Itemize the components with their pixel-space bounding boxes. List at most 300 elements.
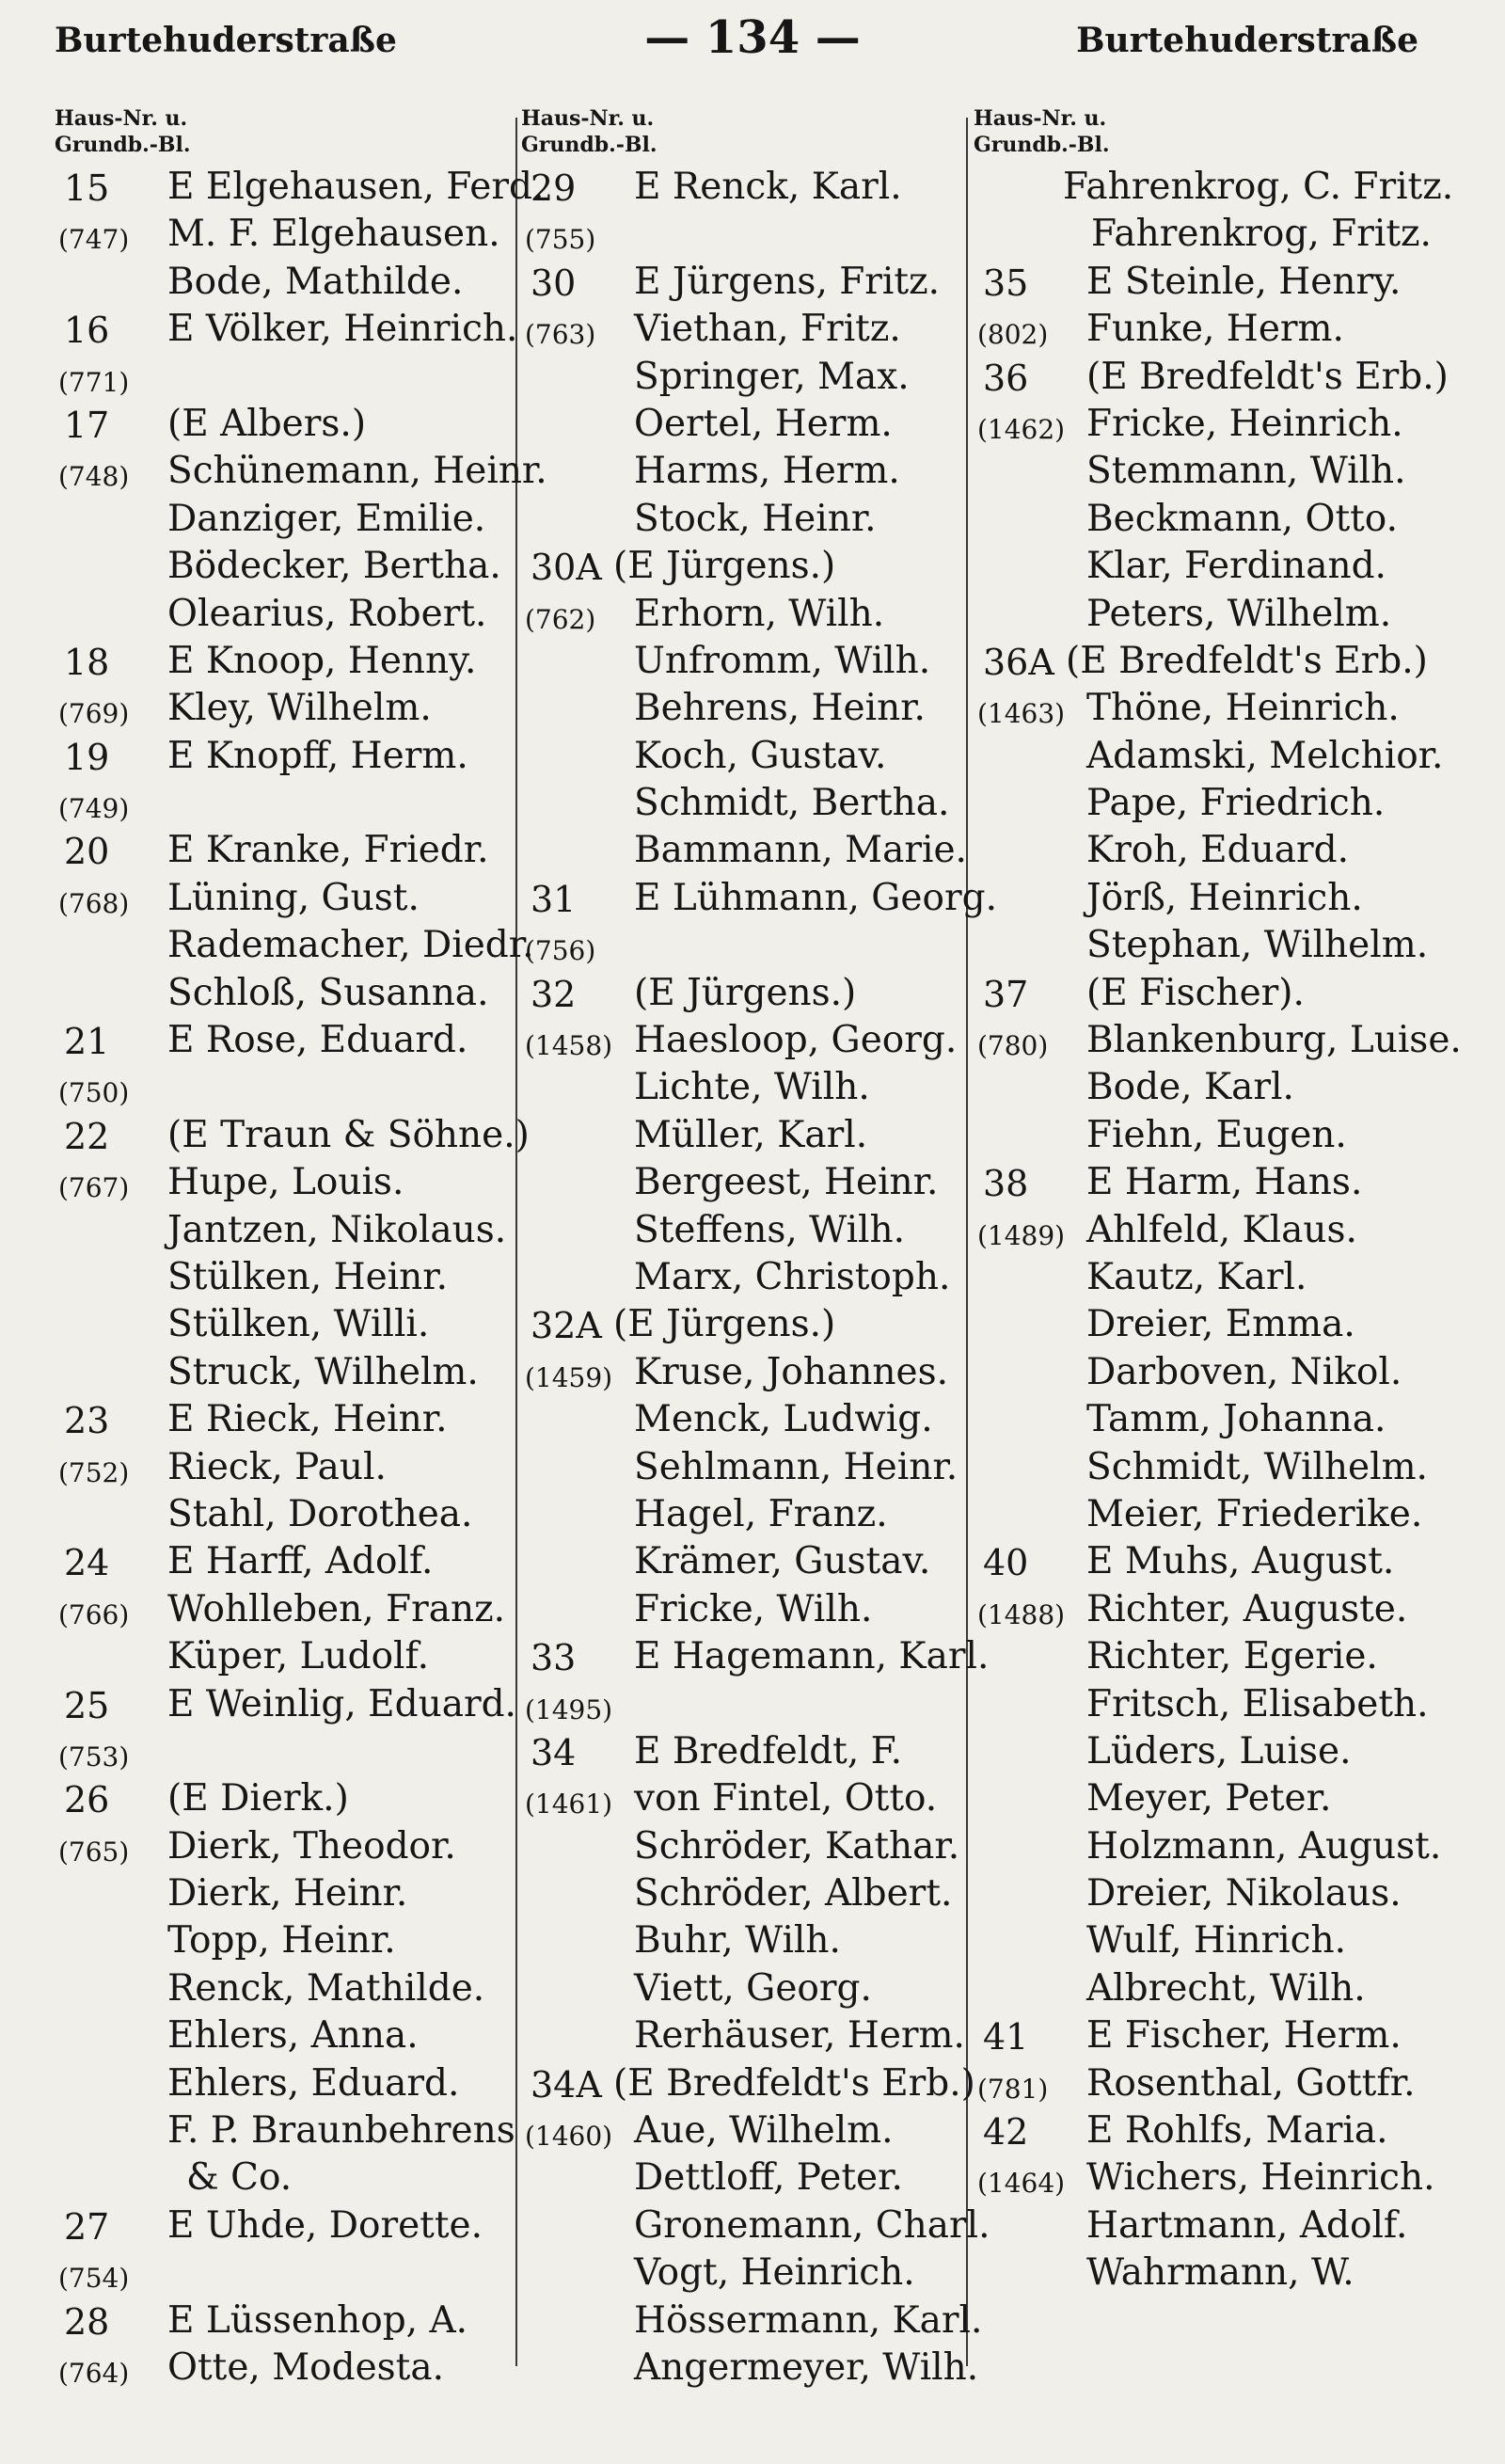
house-number: 31 <box>531 878 577 920</box>
resident-name: Schmidt, Bertha. <box>634 782 950 825</box>
directory-entry <box>521 2343 987 2390</box>
resident-name: Lüning, Gust. <box>167 876 420 919</box>
directory-entry <box>55 2343 520 2390</box>
land-register-number: (767) <box>58 1172 130 1204</box>
directory-entry <box>55 1679 520 1726</box>
resident-name: (E Jürgens.) <box>613 545 836 588</box>
resident-name: Struck, Wilhelm. <box>167 1350 479 1393</box>
directory-entry <box>55 162 545 209</box>
directory-entry <box>974 1536 1439 1583</box>
column-1 <box>55 105 547 2390</box>
directory-entry <box>974 1015 1462 1062</box>
directory-entry <box>55 304 520 351</box>
resident-name: Fiehn, Eugen. <box>1086 1113 1347 1156</box>
directory-entry <box>974 1489 1439 1536</box>
resident-name: Holzmann, August. <box>1086 1824 1442 1868</box>
land-register-number: (1463) <box>977 698 1066 730</box>
directory-entry <box>974 636 1439 683</box>
directory-entry <box>974 873 1439 920</box>
resident-name: E Uhde, Dorette. <box>167 2203 483 2247</box>
directory-entry <box>974 1584 1439 1631</box>
directory-entry <box>55 778 520 825</box>
directory-entry <box>974 2201 1439 2248</box>
directory-entry <box>521 2059 987 2106</box>
resident-name: Renck, Mathilde. <box>167 1966 485 2010</box>
resident-name: Küper, Ludolf. <box>167 1635 429 1678</box>
directory-entry <box>974 162 1454 209</box>
resident-name: Wohlleben, Franz. <box>167 1587 506 1630</box>
resident-name: Fahrenkrog, C. Fritz. <box>1063 166 1454 208</box>
resident-name: Schröder, Kathar. <box>634 1824 960 1868</box>
directory-entry <box>55 968 520 1015</box>
directory-entry <box>55 1299 520 1346</box>
directory-entry <box>521 1394 987 1441</box>
directory-entry <box>974 1062 1439 1109</box>
directory-entry <box>521 399 987 446</box>
resident-name: Jantzen, Nikolaus. <box>167 1208 507 1251</box>
resident-name: Marx, Christoph. <box>634 1255 951 1298</box>
resident-name: Fahrenkrog, Fritz. <box>1091 213 1432 256</box>
house-number: 27 <box>64 2205 110 2248</box>
resident-name: Schloß, Susanna. <box>167 971 489 1014</box>
land-register-number: (749) <box>58 793 130 825</box>
directory-entry <box>974 968 1439 1015</box>
land-register-number: (765) <box>58 1836 130 1868</box>
resident-name: Bammann, Marie. <box>634 829 967 872</box>
directory-entry <box>521 825 987 872</box>
resident-name: Hagel, Franz. <box>634 1492 888 1535</box>
resident-name: Bergeest, Heinr. <box>634 1161 939 1204</box>
land-register-number: (1464) <box>977 2168 1066 2200</box>
directory-entry <box>974 683 1439 730</box>
resident-name: Gronemann, Charl. <box>634 2203 990 2247</box>
resident-name: Tamm, Johanna. <box>1086 1398 1386 1441</box>
directory-entry <box>521 920 987 967</box>
resident-name: Richter, Egerie. <box>1086 1635 1378 1678</box>
directory-entry <box>521 731 987 778</box>
land-register-number: (750) <box>58 1077 130 1109</box>
resident-name: Erhorn, Wilh. <box>634 592 885 635</box>
directory-entry <box>521 209 987 256</box>
resident-name: Hartmann, Adolf. <box>1086 2203 1408 2247</box>
column-2 <box>521 105 997 2390</box>
running-head-left: Burtehuderstraße <box>55 21 397 60</box>
house-number: 21 <box>64 1021 110 1063</box>
column-heading <box>521 105 987 162</box>
resident-name: Bode, Mathilde. <box>167 260 464 303</box>
directory-entry <box>974 1205 1439 1252</box>
resident-name: Funke, Herm. <box>1086 308 1344 351</box>
resident-name: Otte, Modesta. <box>167 2345 444 2389</box>
house-number: 29 <box>531 167 577 209</box>
resident-name: E Weinlig, Eduard. <box>167 1682 516 1725</box>
directory-entry <box>55 352 520 399</box>
house-number: 42 <box>983 2111 1029 2154</box>
directory-entry <box>55 209 520 256</box>
land-register-number: (780) <box>977 1030 1049 1062</box>
directory-entry <box>521 1205 987 1252</box>
directory-entry <box>55 2106 520 2153</box>
resident-name: Bode, Karl. <box>1086 1066 1294 1109</box>
resident-name: E Lühmann, Georg. <box>634 876 997 919</box>
resident-name: Lüders, Luise. <box>1086 1729 1352 1772</box>
resident-name: E Jürgens, Fritz. <box>634 260 941 303</box>
resident-name: Stülken, Willi. <box>167 1303 430 1346</box>
house-number: 32 <box>531 973 577 1015</box>
directory-entry <box>974 825 1439 872</box>
land-register-number: (756) <box>525 935 596 967</box>
directory-entry <box>55 1015 520 1062</box>
land-register-number: (1459) <box>525 1361 613 1393</box>
house-number: 34A <box>531 2063 602 2106</box>
directory-entry <box>55 1157 520 1204</box>
resident-name: Dreier, Nikolaus. <box>1086 1872 1402 1916</box>
page-number: — 134 — <box>644 11 861 64</box>
resident-name: (E Dierk.) <box>167 1777 349 1820</box>
directory-entry <box>974 1631 1439 1678</box>
house-number: 38 <box>983 1163 1029 1205</box>
land-register-number: (763) <box>525 319 596 351</box>
resident-name: Bödecker, Bertha. <box>167 545 501 588</box>
resident-name: Rademacher, Diedr. <box>167 924 534 967</box>
land-register-number: (802) <box>977 319 1049 351</box>
resident-name: E Hagemann, Karl. <box>634 1635 990 1678</box>
resident-name: Ehlers, Anna. <box>167 2014 419 2058</box>
resident-name: von Fintel, Otto. <box>634 1777 938 1820</box>
directory-entry <box>974 1252 1439 1299</box>
resident-name: Kruse, Johannes. <box>634 1350 948 1393</box>
resident-name: Viett, Georg. <box>634 1966 872 2010</box>
directory-entry <box>55 1442 520 1489</box>
house-number: 26 <box>64 1779 110 1821</box>
house-number: 24 <box>64 1542 110 1584</box>
directory-entry <box>521 2248 987 2295</box>
directory-entry <box>974 1347 1439 1394</box>
directory-entry <box>521 1868 987 1916</box>
resident-name: Hössermann, Karl. <box>634 2298 983 2342</box>
resident-name: & Co. <box>186 2156 293 2200</box>
resident-name: Ahlfeld, Klaus. <box>1086 1208 1357 1251</box>
resident-name: (E Jürgens.) <box>634 971 857 1014</box>
house-number: 18 <box>64 641 110 683</box>
resident-name: E Rohlfs, Maria. <box>1086 2109 1388 2153</box>
land-register-number: (1458) <box>525 1030 613 1062</box>
directory-entry <box>974 399 1439 446</box>
directory-entry <box>974 589 1439 636</box>
land-register-number: (754) <box>58 2263 130 2295</box>
resident-name: (E Traun & Söhne.) <box>167 1113 530 1156</box>
land-register-number: (762) <box>525 603 596 635</box>
resident-name: E Knoop, Henny. <box>167 639 477 682</box>
resident-name: Harms, Herm. <box>634 450 900 493</box>
directory-entry <box>521 1631 990 1679</box>
resident-name: Behrens, Heinr. <box>634 687 926 730</box>
directory-entry <box>974 1868 1439 1916</box>
resident-name: Springer, Max. <box>634 355 910 398</box>
directory-entry <box>974 209 1439 256</box>
resident-name: Dierk, Theodor. <box>167 1824 456 1868</box>
directory-entry <box>521 1299 987 1346</box>
land-register-number: (755) <box>525 224 596 256</box>
resident-name: E Lüssenhop, A. <box>167 2298 468 2342</box>
resident-name: Stephan, Wilhelm. <box>1086 924 1429 967</box>
resident-name: Stemmann, Wilh. <box>1086 450 1406 493</box>
directory-entry <box>521 446 987 493</box>
directory-entry <box>55 1536 520 1583</box>
resident-name: Haesloop, Georg. <box>634 1019 958 1062</box>
directory-entry <box>55 1062 520 1109</box>
house-number: 30A <box>531 547 602 589</box>
resident-name: Dettloff, Peter. <box>634 2156 903 2200</box>
resident-name: Rosenthal, Gottfr. <box>1086 2061 1416 2105</box>
directory-entry <box>521 1252 987 1299</box>
directory-entry <box>521 589 987 636</box>
resident-name: F. P. Braunbehrens <box>167 2109 515 2153</box>
directory-entry <box>521 778 987 825</box>
resident-name: (E Fischer). <box>1086 971 1305 1014</box>
resident-name: (E Bredfeldt's Erb.) <box>1086 355 1449 398</box>
resident-name: Schmidt, Wilhelm. <box>1086 1445 1428 1488</box>
resident-name: Schröder, Albert. <box>634 1872 953 1916</box>
resident-name: Müller, Karl. <box>634 1113 868 1156</box>
land-register-number: (753) <box>58 1741 130 1772</box>
resident-name: Menck, Ludwig. <box>634 1398 933 1441</box>
directory-entry <box>55 399 520 446</box>
house-number: 37 <box>983 973 1029 1015</box>
directory-entry <box>521 1773 987 1820</box>
directory-entry <box>55 1726 520 1773</box>
resident-name: Dreier, Emma. <box>1086 1303 1355 1346</box>
resident-name: Oertel, Herm. <box>634 402 893 445</box>
directory-entry <box>55 873 520 920</box>
resident-name: Stahl, Dorothea. <box>167 1492 473 1535</box>
land-register-number: (766) <box>58 1598 130 1630</box>
resident-name: E Fischer, Herm. <box>1086 2014 1402 2058</box>
resident-name: Danziger, Emilie. <box>167 497 486 540</box>
column-heading <box>974 105 1439 162</box>
directory-entry <box>55 2011 520 2058</box>
resident-name: Pape, Friedrich. <box>1086 782 1386 825</box>
directory-entry <box>974 1442 1439 1489</box>
directory-entry <box>55 683 520 730</box>
directory-entry <box>55 541 520 588</box>
house-number: 19 <box>64 736 110 778</box>
resident-name: (E Jürgens.) <box>613 1303 836 1346</box>
directory-entry <box>521 1062 987 1109</box>
directory-entry <box>974 352 1449 399</box>
resident-name: Ehlers, Eduard. <box>167 2061 460 2105</box>
resident-name: Schünemann, Heinr. <box>167 450 547 493</box>
house-number: 17 <box>64 404 110 446</box>
directory-entry <box>521 2011 987 2058</box>
directory-entry <box>521 1584 987 1631</box>
resident-name: E Harff, Adolf. <box>167 1540 434 1583</box>
house-number: 40 <box>983 1542 1029 1584</box>
resident-name: Meier, Friederike. <box>1086 1492 1423 1535</box>
directory-entry <box>55 825 520 872</box>
directory-entry <box>55 1347 520 1394</box>
directory-entry <box>974 1157 1439 1204</box>
directory-entry <box>974 920 1439 967</box>
directory-entry <box>521 1916 987 1963</box>
resident-name: (E Albers.) <box>167 402 367 445</box>
resident-name: Adamski, Melchior. <box>1086 734 1444 777</box>
directory-entry <box>974 2011 1439 2058</box>
column-heading <box>55 105 520 162</box>
resident-name: Rieck, Paul. <box>167 1445 387 1488</box>
directory-entry <box>55 1205 520 1252</box>
directory-entry <box>521 257 987 304</box>
directory-entry <box>974 1679 1439 1726</box>
resident-name: Jörß, Heinrich. <box>1086 876 1363 919</box>
resident-name: Albrecht, Wilh. <box>1086 1966 1366 2010</box>
land-register-number: (1489) <box>977 1219 1066 1251</box>
directory-entry <box>974 1916 1439 1963</box>
resident-name: Meyer, Peter. <box>1086 1777 1332 1820</box>
land-register-number: (771) <box>58 366 130 398</box>
resident-name: (E Bredfeldt's Erb.) <box>613 2061 975 2105</box>
directory-entry <box>521 541 987 588</box>
resident-name: Peters, Wilhelm. <box>1086 592 1392 635</box>
resident-name: Kroh, Eduard. <box>1086 829 1349 872</box>
resident-name: M. F. Elgehausen. <box>167 213 500 256</box>
resident-name: Rerhäuser, Herm. <box>634 2014 965 2058</box>
resident-name: Steffens, Wilh. <box>634 1208 906 1251</box>
resident-name: Fricke, Wilh. <box>634 1587 873 1630</box>
directory-entry <box>521 2201 990 2248</box>
directory-entry <box>55 446 547 493</box>
house-number: 22 <box>64 1115 110 1157</box>
resident-name: E Völker, Heinrich. <box>167 308 518 351</box>
directory-entry <box>974 257 1439 304</box>
directory-entry <box>974 1773 1439 1820</box>
directory-entry <box>974 541 1439 588</box>
resident-name: Wichers, Heinrich. <box>1086 2156 1435 2200</box>
house-number: 28 <box>64 2300 110 2343</box>
running-head-right: Burtehuderstraße <box>1076 21 1418 60</box>
land-register-number: (1495) <box>525 1693 613 1725</box>
directory-entry <box>974 494 1439 541</box>
directory-entry <box>55 1110 530 1157</box>
house-number: 30 <box>531 262 577 304</box>
directory-entry <box>974 304 1439 351</box>
directory-entry <box>974 1394 1439 1441</box>
directory-entry <box>521 683 987 730</box>
directory-entry <box>974 1110 1439 1157</box>
directory-entry <box>55 636 520 683</box>
directory-entry <box>521 494 987 541</box>
resident-name: E Renck, Karl. <box>634 166 902 208</box>
directory-entry <box>974 1821 1442 1868</box>
directory-entry <box>521 1157 987 1204</box>
resident-name: E Rieck, Heinr. <box>167 1398 448 1441</box>
directory-entry <box>521 1963 987 2011</box>
resident-name: Olearius, Robert. <box>167 592 487 635</box>
resident-name: Darboven, Nikol. <box>1086 1350 1402 1393</box>
directory-entry <box>55 494 520 541</box>
directory-entry <box>521 1110 987 1157</box>
land-register-number: (1460) <box>525 2121 613 2153</box>
resident-name: Sehlmann, Heinr. <box>634 1445 958 1488</box>
land-register-number: (769) <box>58 698 130 730</box>
directory-entry <box>55 1394 520 1441</box>
land-register-number: (752) <box>58 1456 130 1488</box>
resident-name: E Steinle, Henry. <box>1086 260 1402 303</box>
resident-name: Koch, Gustav. <box>634 734 887 777</box>
directory-entry <box>521 304 987 351</box>
directory-entry <box>974 1299 1439 1346</box>
house-number: 36 <box>983 357 1029 399</box>
column-heading-line: Haus-Nr. u. <box>521 106 655 131</box>
resident-name: Wulf, Hinrich. <box>1086 1919 1347 1963</box>
directory-entry <box>521 162 987 209</box>
directory-entry <box>974 2153 1439 2200</box>
resident-name: E Rose, Eduard. <box>167 1019 468 1062</box>
directory-entry <box>55 1252 520 1299</box>
resident-name: Klar, Ferdinand. <box>1086 545 1386 588</box>
resident-name: Krämer, Gustav. <box>634 1540 931 1583</box>
resident-name: Kautz, Karl. <box>1086 1255 1307 1298</box>
column-heading-line: Haus-Nr. u. <box>55 106 188 131</box>
resident-name: Viethan, Fritz. <box>634 308 901 351</box>
land-register-number: (781) <box>977 2073 1049 2105</box>
directory-entry <box>521 2296 987 2343</box>
directory-entry <box>55 1631 520 1678</box>
house-number: 25 <box>64 1684 110 1726</box>
resident-name: E Elgehausen, Ferd. <box>167 166 545 208</box>
resident-name: Kley, Wilhelm. <box>167 687 432 730</box>
house-number: 33 <box>531 1637 577 1679</box>
resident-name: Aue, Wilhelm. <box>634 2109 894 2153</box>
directory-entry <box>55 1821 520 1868</box>
resident-name: Hupe, Louis. <box>167 1161 404 1204</box>
resident-name: E Muhs, August. <box>1086 1540 1395 1583</box>
directory-entry <box>974 2248 1439 2295</box>
directory-entry <box>55 1916 520 1963</box>
resident-name: Stock, Heinr. <box>634 497 877 540</box>
house-number: 20 <box>64 831 110 873</box>
directory-entry <box>521 1347 987 1394</box>
resident-name: Thöne, Heinrich. <box>1086 687 1400 730</box>
resident-name: Fricke, Heinrich. <box>1086 402 1403 445</box>
directory-entry <box>55 2296 520 2343</box>
directory-entry <box>55 1584 520 1631</box>
directory-entry <box>55 2248 520 2295</box>
directory-entry <box>521 968 987 1015</box>
directory-entry <box>521 1536 987 1583</box>
resident-name: E Kranke, Friedr. <box>167 829 489 872</box>
directory-entry <box>55 1773 520 1820</box>
land-register-number: (1462) <box>977 413 1066 445</box>
column-heading-line: Haus-Nr. u. <box>974 106 1107 131</box>
house-number: 34 <box>531 1731 577 1773</box>
directory-entry <box>55 1963 520 2011</box>
column-3 <box>974 105 1462 2296</box>
land-register-number: (748) <box>58 461 130 493</box>
resident-name: Stülken, Heinr. <box>167 1255 449 1298</box>
resident-name: Fritsch, Elisabeth. <box>1086 1682 1429 1725</box>
resident-name: Angermeyer, Wilh. <box>634 2345 979 2389</box>
resident-name: Dierk, Heinr. <box>167 1872 408 1916</box>
resident-name: Unfromm, Wilh. <box>634 639 931 682</box>
house-number: 16 <box>64 310 110 352</box>
directory-entry <box>55 920 534 967</box>
directory-entry <box>974 2059 1439 2106</box>
column-heading-line: Grundb.-Bl. <box>55 133 191 157</box>
land-register-number: (747) <box>58 224 130 256</box>
directory-entry <box>55 2201 520 2248</box>
land-register-number: (1488) <box>977 1598 1066 1630</box>
